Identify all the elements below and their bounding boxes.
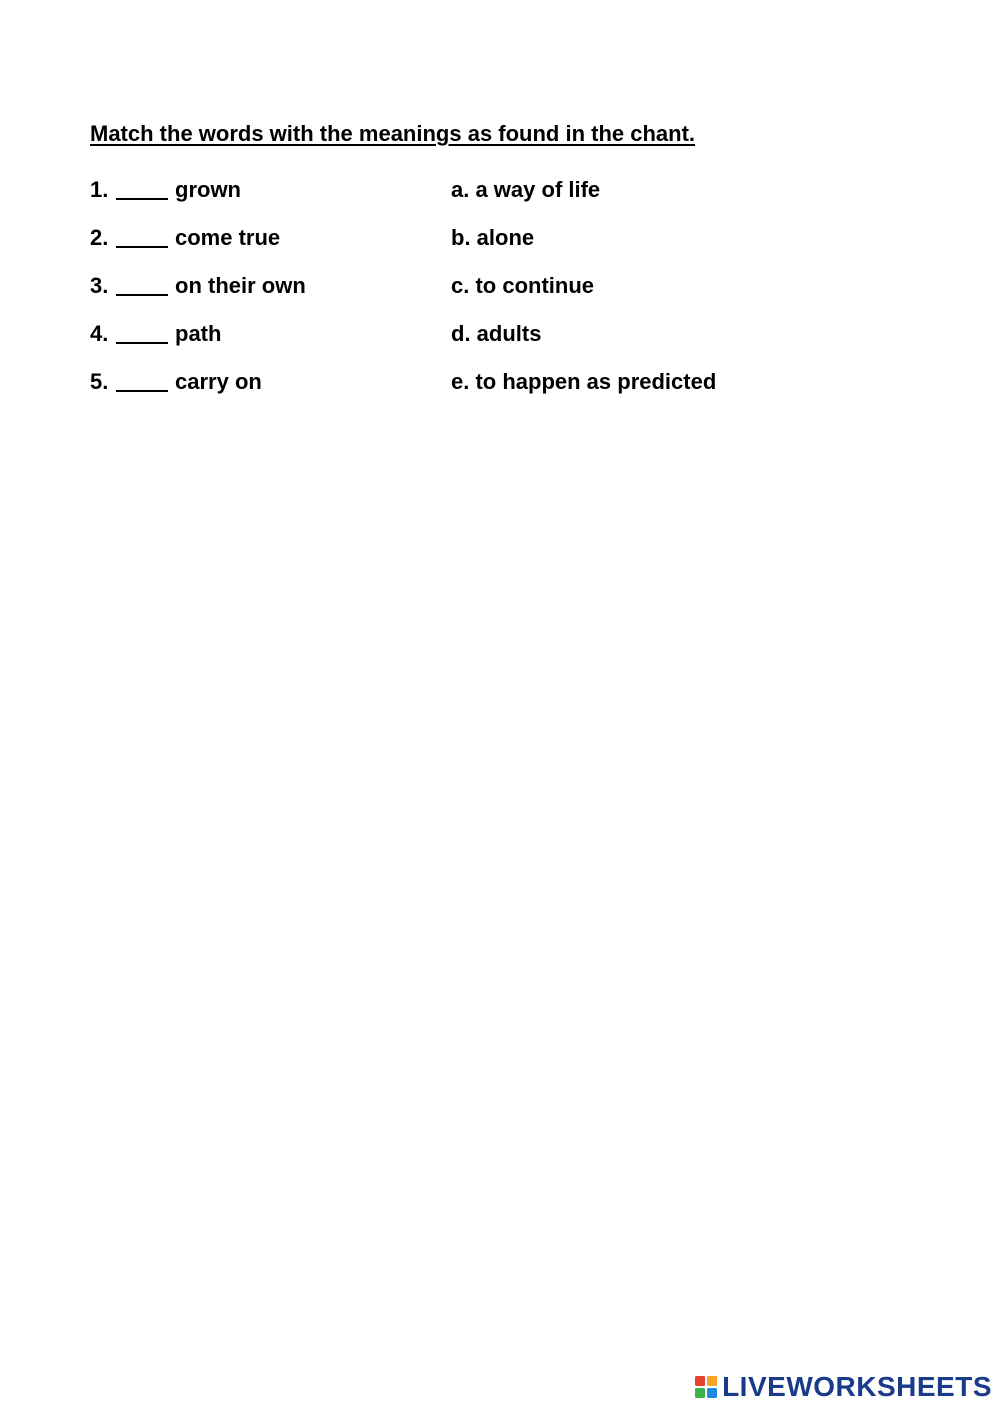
- matching-row-3: [90, 262, 910, 310]
- answer-blank-4[interactable]: [116, 320, 168, 344]
- meaning-text-b: b. alone: [451, 225, 535, 250]
- liveworksheets-logo: [694, 1372, 992, 1402]
- meaning-text-d: d. adults: [451, 321, 542, 346]
- item-number: 1.: [90, 177, 109, 202]
- matching-row-4: [90, 310, 910, 358]
- item-number: 2.: [90, 225, 109, 250]
- answer-blank-3[interactable]: [116, 272, 168, 296]
- word-text: grown: [175, 177, 241, 202]
- word-item-2: [90, 225, 451, 251]
- answer-blank-5[interactable]: [116, 368, 168, 392]
- word-item-3: [90, 273, 451, 299]
- answer-blank-1[interactable]: [116, 176, 168, 200]
- word-text: path: [175, 321, 222, 346]
- word-text: carry on: [175, 369, 262, 394]
- word-item-1: [90, 177, 451, 203]
- item-number: 4.: [90, 321, 109, 346]
- word-text: come true: [175, 225, 281, 250]
- meaning-text-c: c. to continue: [451, 273, 594, 298]
- meaning-text-a: a. a way of life: [451, 177, 601, 202]
- word-text: on their own: [175, 273, 306, 298]
- matching-list: [90, 166, 910, 406]
- item-number: 5.: [90, 369, 109, 394]
- item-number: 3.: [90, 273, 109, 298]
- matching-row-2: [90, 214, 910, 262]
- logo-wordmark: LIVEWORKSHEETS: [722, 1371, 992, 1402]
- blocks-logo-icon: [694, 1375, 718, 1399]
- answer-blank-2[interactable]: [116, 224, 168, 248]
- matching-row-5: [90, 358, 910, 406]
- meaning-text-e: e. to happen as predicted: [451, 369, 717, 394]
- word-item-5: [90, 369, 451, 395]
- matching-row-1: [90, 166, 910, 214]
- word-item-4: [90, 321, 451, 347]
- worksheet: [90, 118, 910, 406]
- instruction-heading: Match the words with the meanings as found in the chant.: [90, 121, 696, 146]
